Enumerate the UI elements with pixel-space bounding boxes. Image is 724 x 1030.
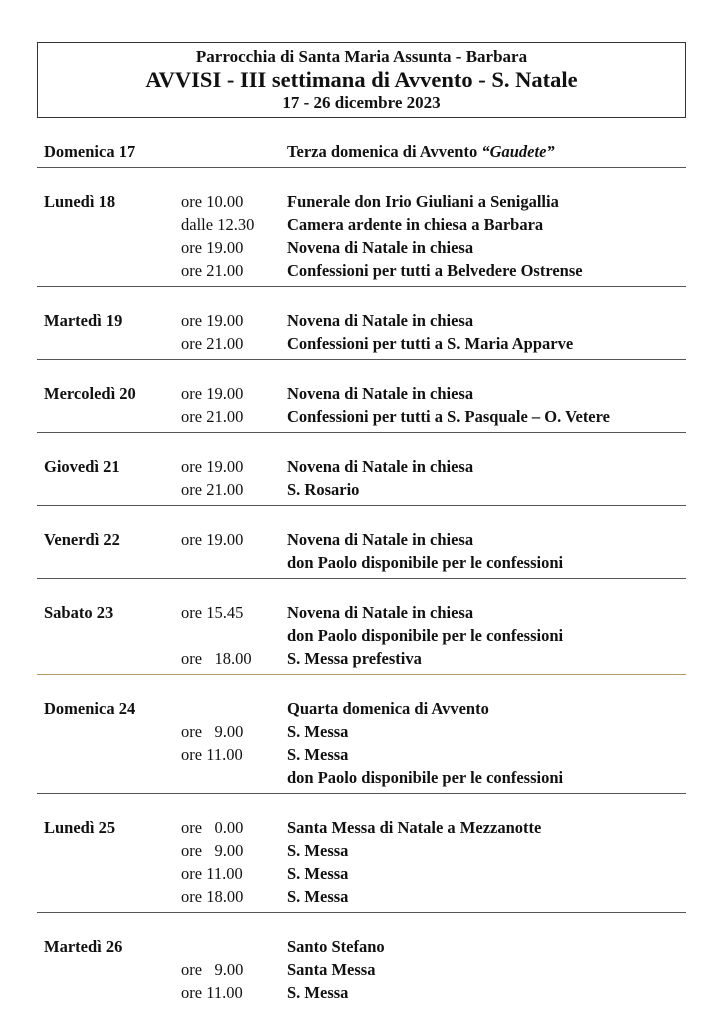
day-block (37, 816, 686, 913)
event-text: Terza domenica di Avvento (287, 141, 482, 161)
schedule-row (37, 140, 686, 163)
schedule-row (37, 190, 686, 213)
event-description (287, 864, 686, 884)
event-time: dalle 12.30 (181, 214, 255, 234)
event-description (287, 722, 686, 742)
schedule-row (37, 697, 686, 720)
event-time: ore 19.00 (181, 529, 244, 549)
day-block (37, 528, 686, 579)
day-name: Lunedì 18 (44, 191, 116, 211)
schedule-row (37, 309, 686, 332)
day-block (37, 601, 686, 675)
schedule-row (37, 981, 686, 1004)
event-description (287, 626, 686, 646)
notice-title: AVVISI - III settimana di Avvento - S. Natale (145, 67, 578, 92)
day-name: Domenica 24 (44, 698, 136, 718)
event-text: S. Messa prefestiva (287, 648, 422, 668)
event-description (287, 334, 686, 354)
event-text: Quarta domenica di Avvento (287, 698, 489, 718)
event-description (287, 480, 686, 500)
schedule-row (37, 624, 686, 647)
event-text: don Paolo disponibile per le confessioni (287, 625, 564, 645)
event-text: Novena di Natale in chiesa (287, 456, 474, 476)
schedule-row (37, 885, 686, 908)
event-time: ore 21.00 (181, 260, 244, 280)
event-text: Novena di Natale in chiesa (287, 529, 474, 549)
event-text: don Paolo disponibile per le confessioni (287, 767, 564, 787)
event-time: ore 19.00 (181, 383, 244, 403)
event-text: S. Messa (287, 886, 349, 906)
event-time: ore 21.00 (181, 333, 244, 353)
day-block (37, 697, 686, 794)
schedule-row (37, 382, 686, 405)
day-name: Mercoledì 20 (44, 383, 136, 403)
day-block (37, 935, 686, 1008)
schedule-row (37, 958, 686, 981)
event-description (287, 960, 686, 980)
day-name: Lunedì 25 (44, 817, 116, 837)
day-name: Domenica 17 (44, 141, 136, 161)
event-time: ore 19.00 (181, 237, 244, 257)
event-time: ore 19.00 (181, 456, 244, 476)
event-time: ore 18.00 (181, 886, 244, 906)
day-name: Venerdì 22 (44, 529, 120, 549)
event-description (287, 238, 686, 258)
event-time: ore 9.00 (181, 721, 244, 741)
event-description (287, 887, 686, 907)
event-text: Santo Stefano (287, 936, 385, 956)
schedule-row (37, 551, 686, 574)
event-time: ore 11.00 (181, 982, 243, 1002)
schedule-row (37, 478, 686, 501)
day-name: Sabato 23 (44, 602, 114, 622)
schedule-row (37, 601, 686, 624)
event-description (287, 553, 686, 573)
schedule-row (37, 766, 686, 789)
event-description (287, 142, 686, 162)
event-description (287, 384, 686, 404)
schedule-row (37, 743, 686, 766)
event-description (287, 699, 686, 719)
event-time: ore 21.00 (181, 406, 244, 426)
event-description (287, 649, 686, 669)
header-box (37, 42, 686, 118)
event-italic-text: “Gaudete” (481, 141, 555, 161)
schedule-row (37, 816, 686, 839)
event-description (287, 192, 686, 212)
day-block (37, 309, 686, 360)
day-name: Giovedì 21 (44, 456, 120, 476)
event-text: Funerale don Irio Giuliani a Senigallia (287, 191, 559, 211)
event-description (287, 983, 686, 1003)
event-description (287, 215, 686, 235)
event-text: S. Rosario (287, 479, 360, 499)
event-time: ore 9.00 (181, 840, 244, 860)
event-text: S. Messa (287, 982, 349, 1002)
event-time: ore 18.00 (181, 648, 252, 668)
event-description (287, 530, 686, 550)
schedule-row (37, 935, 686, 958)
event-description (287, 603, 686, 623)
event-text: S. Messa (287, 863, 349, 883)
event-text: Camera ardente in chiesa a Barbara (287, 214, 544, 234)
day-name: Martedì 19 (44, 310, 123, 330)
event-text: Confessioni per tutti a Belvedere Ostrense (287, 260, 583, 280)
event-description (287, 311, 686, 331)
parish-name: Parrocchia di Santa Maria Assunta - Barbara (195, 47, 528, 66)
event-text: Novena di Natale in chiesa (287, 602, 474, 622)
weekly-schedule (37, 140, 686, 1030)
event-description (287, 768, 686, 788)
event-text: Novena di Natale in chiesa (287, 237, 474, 257)
event-text: S. Messa (287, 840, 349, 860)
schedule-row (37, 332, 686, 355)
day-block (37, 455, 686, 506)
event-description (287, 937, 686, 957)
day-name: Martedì 26 (44, 936, 123, 956)
schedule-row (37, 213, 686, 236)
event-description (287, 841, 686, 861)
event-description (287, 261, 686, 281)
day-block (37, 140, 686, 168)
event-time: ore 19.00 (181, 310, 244, 330)
event-time: ore 11.00 (181, 744, 243, 764)
event-text: Novena di Natale in chiesa (287, 383, 474, 403)
date-range: 17 - 26 dicembre 2023 (282, 93, 441, 112)
day-block (37, 190, 686, 287)
schedule-row (37, 528, 686, 551)
event-text: Santa Messa di Natale a Mezzanotte (287, 817, 542, 837)
event-text: Confessioni per tutti a S. Maria Apparve (287, 333, 574, 353)
schedule-row (37, 862, 686, 885)
schedule-row (37, 647, 686, 670)
schedule-row (37, 720, 686, 743)
event-text: Novena di Natale in chiesa (287, 310, 474, 330)
event-text: don Paolo disponibile per le confessioni (287, 552, 564, 572)
day-block (37, 382, 686, 433)
schedule-row (37, 259, 686, 282)
event-time: ore 10.00 (181, 191, 244, 211)
schedule-row (37, 405, 686, 428)
event-text: S. Messa (287, 744, 349, 764)
event-description (287, 457, 686, 477)
event-description (287, 745, 686, 765)
event-description (287, 818, 686, 838)
schedule-row (37, 455, 686, 478)
event-time: ore 15.45 (181, 602, 244, 622)
event-time: ore 9.00 (181, 959, 244, 979)
event-time: ore 0.00 (181, 817, 244, 837)
event-text: Confessioni per tutti a S. Pasquale – O. Vetere (287, 406, 610, 426)
schedule-row (37, 839, 686, 862)
event-time: ore 21.00 (181, 479, 244, 499)
event-text: S. Messa (287, 721, 349, 741)
schedule-row (37, 236, 686, 259)
event-time: ore 11.00 (181, 863, 243, 883)
event-description (287, 407, 686, 427)
event-text: Santa Messa (287, 959, 376, 979)
